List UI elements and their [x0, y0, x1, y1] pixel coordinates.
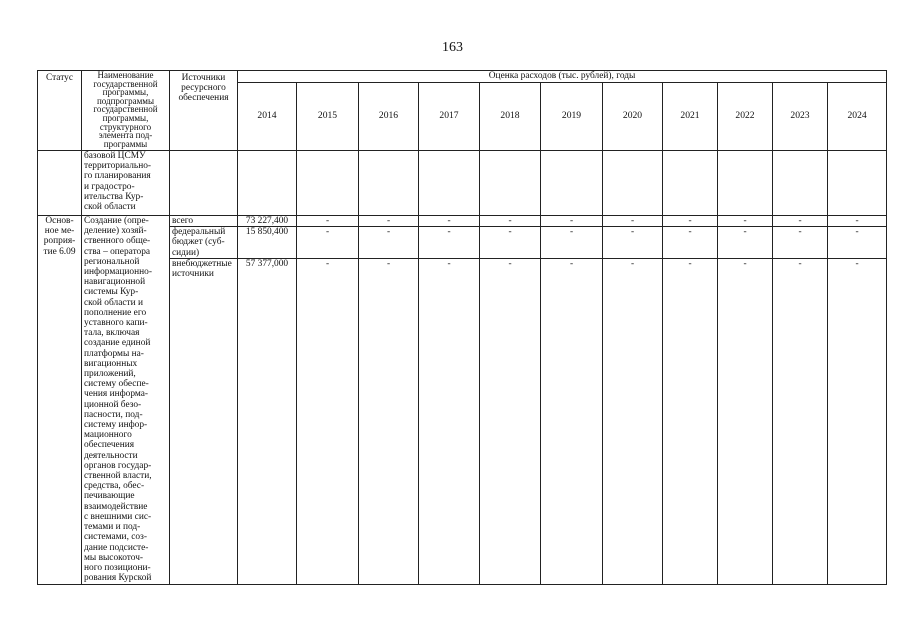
value-cell: -	[663, 227, 718, 259]
value-cell: -	[541, 227, 603, 259]
value-cell: -	[603, 216, 663, 227]
value-cell: -	[419, 216, 480, 227]
header-year: 2022	[718, 83, 773, 151]
value-cell: -	[828, 259, 887, 585]
header-year: 2024	[828, 83, 887, 151]
header-year: 2019	[541, 83, 603, 151]
empty-cell	[828, 151, 887, 216]
header-year: 2014	[238, 83, 297, 151]
value-cell: -	[718, 227, 773, 259]
header-sources: Источники ресурсного обеспечения	[170, 71, 238, 151]
header-year: 2018	[480, 83, 541, 151]
source-label: федеральный бюджет (суб- сидии)	[170, 227, 238, 259]
header-name: Наименование государственной программы, подпрограммы государственной программы, структурного элемента под- программы	[82, 71, 170, 151]
value-cell: -	[541, 259, 603, 585]
value-cell: 15 850,400	[238, 227, 297, 259]
value-cell: -	[603, 227, 663, 259]
value-cell: -	[297, 216, 359, 227]
header-year: 2016	[359, 83, 419, 151]
table-row	[38, 216, 887, 227]
event-status: Основ- ное ме- роприя- тие 6.09	[38, 216, 82, 585]
header-row-top	[38, 71, 887, 83]
source-label: всего	[170, 216, 238, 227]
empty-cell	[718, 151, 773, 216]
empty-cell	[359, 151, 419, 216]
header-cost-estimate: Оценка расходов (тыс. рублей), годы	[238, 71, 887, 83]
value-cell: -	[718, 259, 773, 585]
value-cell: -	[773, 216, 828, 227]
header-year: 2023	[773, 83, 828, 151]
value-cell: -	[480, 259, 541, 585]
empty-cell	[663, 151, 718, 216]
empty-cell	[603, 151, 663, 216]
value-cell: -	[828, 227, 887, 259]
continuation-row	[38, 151, 887, 216]
value-cell: -	[773, 227, 828, 259]
value-cell: -	[297, 259, 359, 585]
value-cell: -	[603, 259, 663, 585]
value-cell: -	[359, 227, 419, 259]
empty-cell	[419, 151, 480, 216]
header-year: 2021	[663, 83, 718, 151]
event-name: Создание (опре- деление) хозяй- ственного обще- ства – оператора региональной информационно- навигационной системы Кур- ской области и пополнение его уставного капи- тала, включая создание единой платформы на- вигационных приложений, систему обеспе- чения информа- ционной безо- пасности, под- систему инфор- мационного обеспечения деятельности органов государ- ственной власти, средства, обес- печивающие взаимодействие с внешними сис- темами и под- системами, соз- дание подсисте- мы высокоточ- ного позициони- рования Курской	[82, 216, 170, 585]
value-cell: -	[419, 259, 480, 585]
empty-cell	[480, 151, 541, 216]
value-cell: -	[828, 216, 887, 227]
source-label: внебюджетные источники	[170, 259, 238, 585]
empty-cell	[297, 151, 359, 216]
empty-cell	[170, 151, 238, 216]
header-year: 2015	[297, 83, 359, 151]
value-cell: -	[663, 259, 718, 585]
value-cell: -	[773, 259, 828, 585]
value-cell: -	[718, 216, 773, 227]
value-cell: 57 377,000	[238, 259, 297, 585]
value-cell: -	[663, 216, 718, 227]
value-cell: -	[359, 259, 419, 585]
empty-cell	[238, 151, 297, 216]
header-year: 2020	[603, 83, 663, 151]
value-cell: -	[541, 216, 603, 227]
header-status: Статус	[38, 71, 82, 151]
empty-cell	[773, 151, 828, 216]
value-cell: -	[419, 227, 480, 259]
empty-cell	[38, 151, 82, 216]
value-cell: -	[297, 227, 359, 259]
empty-cell	[541, 151, 603, 216]
page-number: 163	[442, 40, 463, 55]
value-cell: -	[480, 227, 541, 259]
budget-table	[37, 70, 887, 585]
value-cell: -	[480, 216, 541, 227]
value-cell: -	[359, 216, 419, 227]
value-cell: 73 227,400	[238, 216, 297, 227]
continuation-name: базовой ЦСМУ территориально- го планирования и градостро- ительства Кур- ской области	[82, 151, 170, 216]
header-year: 2017	[419, 83, 480, 151]
